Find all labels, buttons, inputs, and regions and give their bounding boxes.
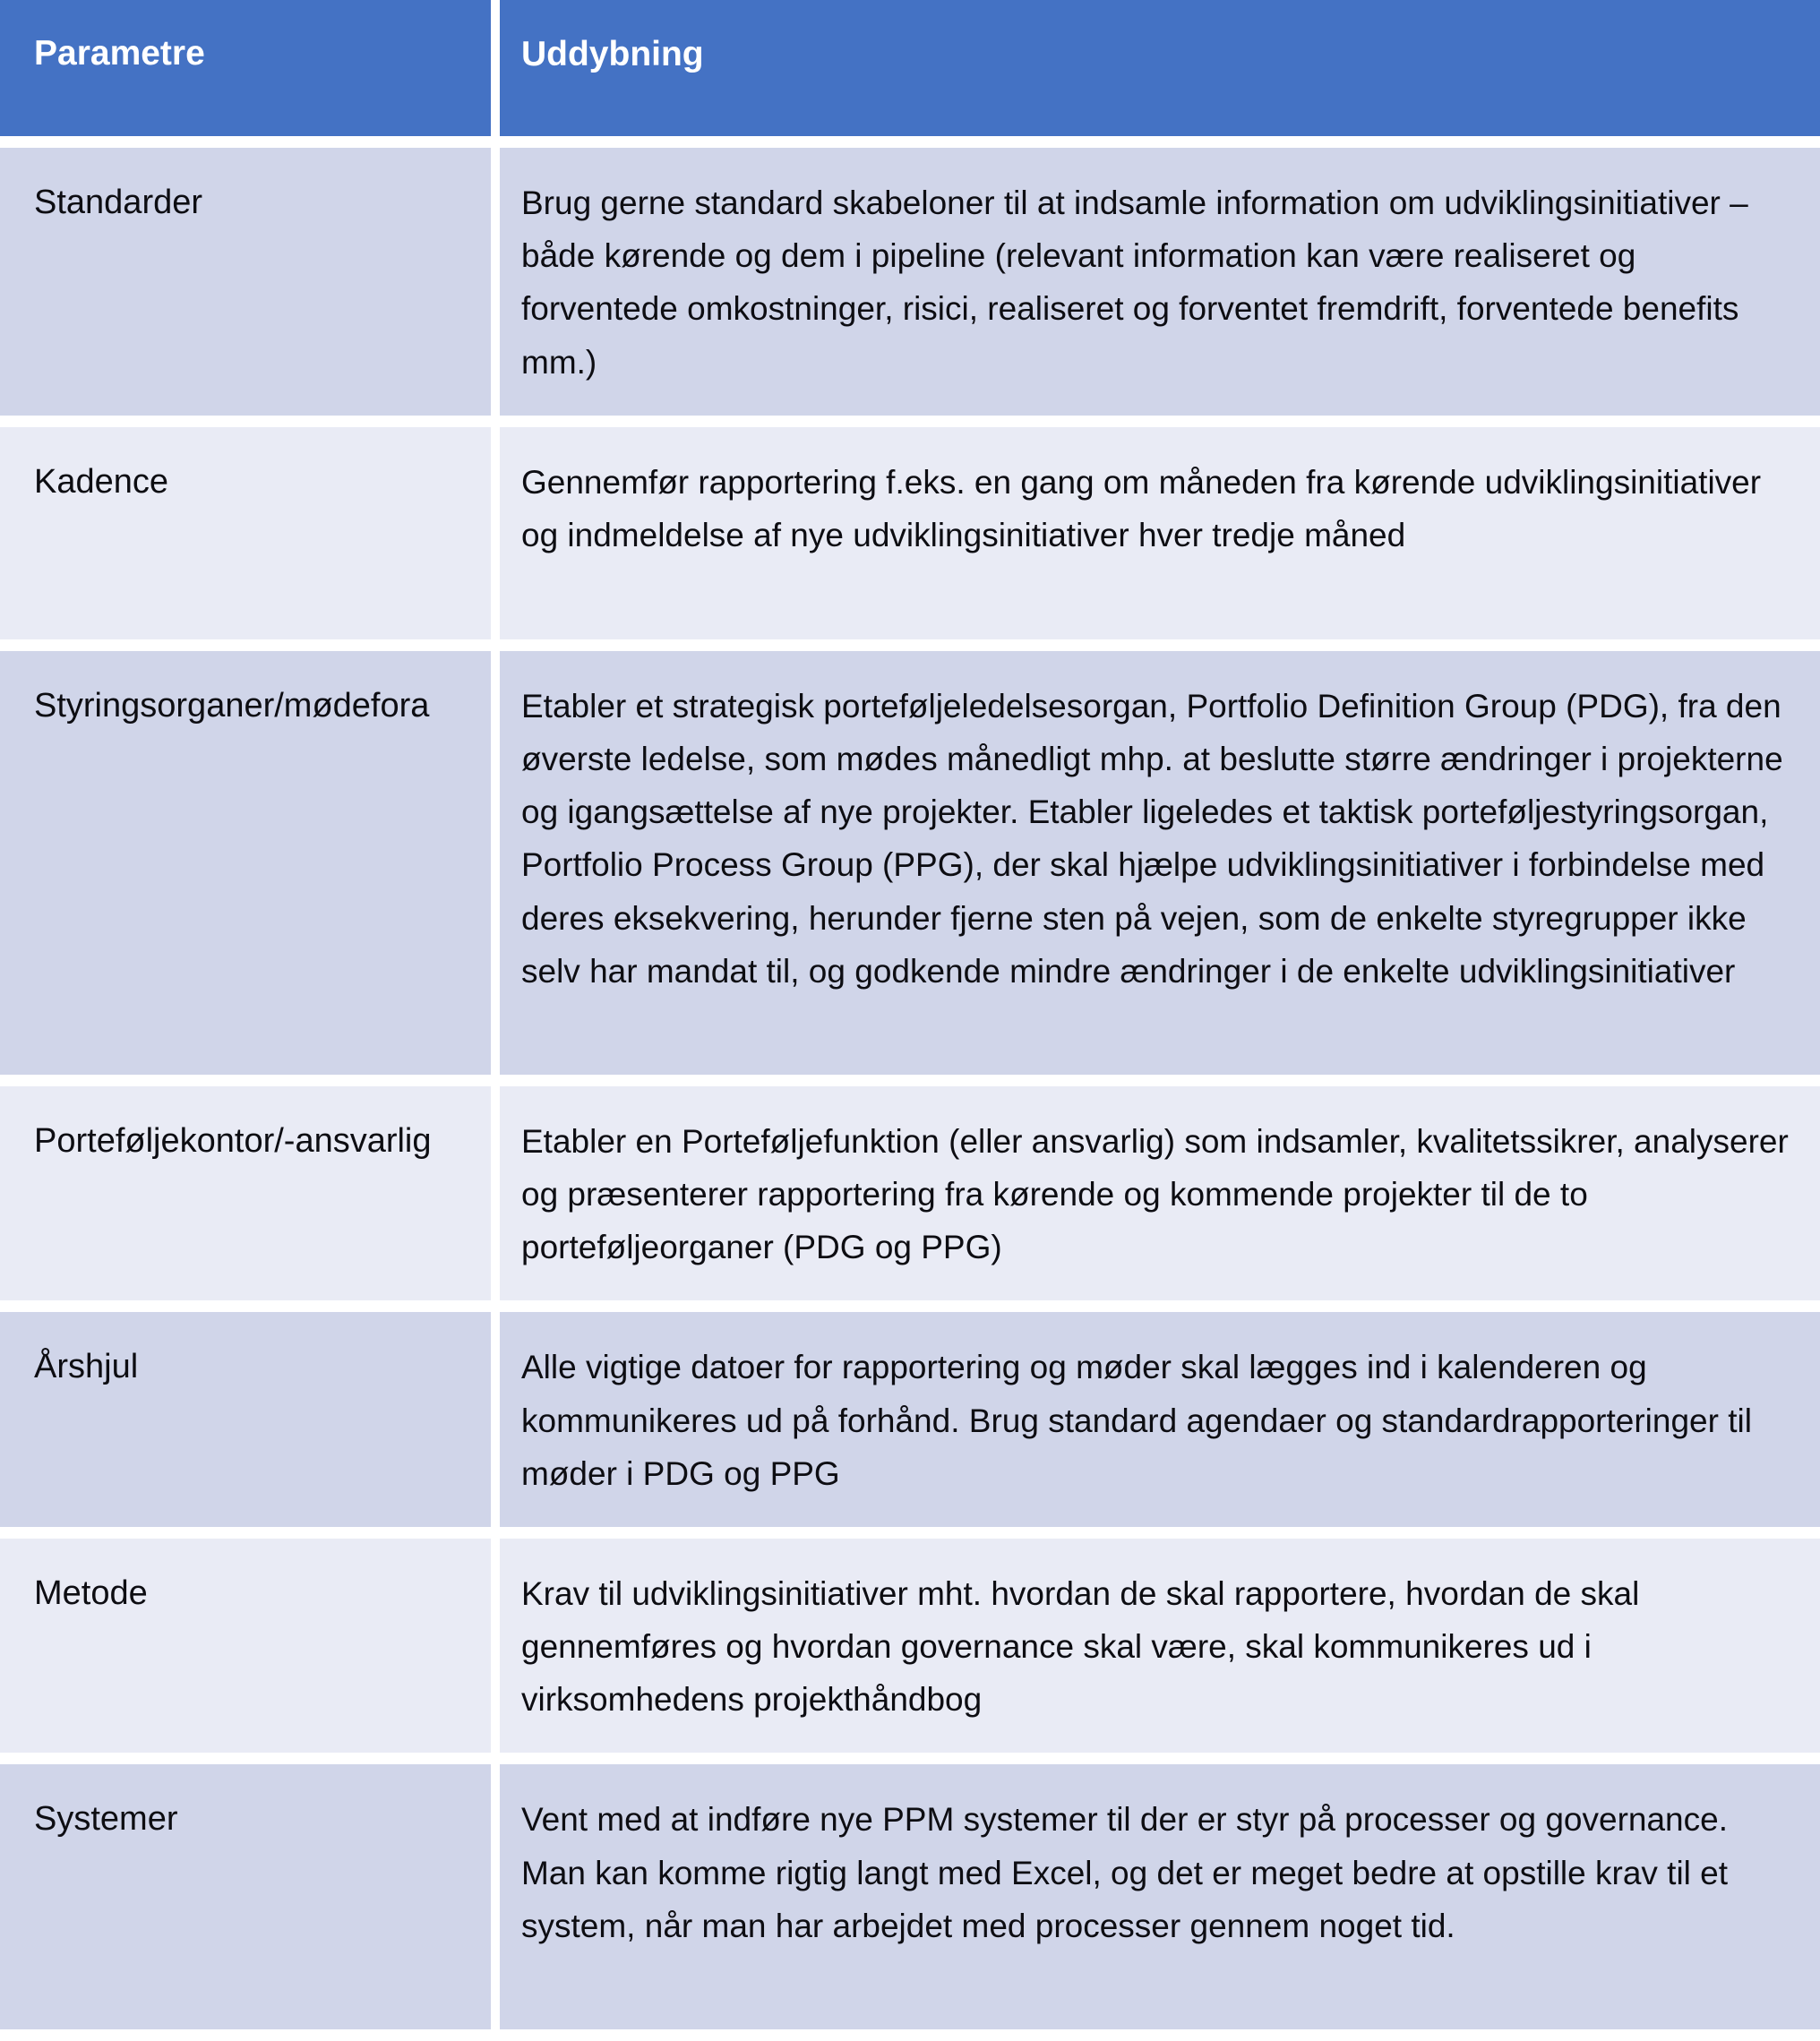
parameter-cell: Styringsorganer/mødefora — [0, 651, 491, 1075]
detail-cell: Brug gerne standard skabeloner til at indsamle information om udviklingsinitiativer – både kørende og dem i pipeline (relevant information kan være realiseret og forventede omkostninger, risici, realiseret og forventet fremdrift, forventede benefits mm.) — [500, 148, 1820, 416]
detail-cell: Gennemfør rapportering f.eks. en gang om måneden fra kørende udviklingsinitiativer og indmeldelse af nye udviklingsinitiativer hver tredje måned — [500, 427, 1820, 639]
table-row — [0, 427, 1820, 639]
parameter-cell: Årshjul — [0, 1312, 491, 1527]
table-row — [0, 1764, 1820, 2029]
parameter-cell: Kadence — [0, 427, 491, 639]
parameter-cell: Systemer — [0, 1764, 491, 2029]
column-header-parametre: Parametre — [0, 0, 491, 136]
detail-cell: Vent med at indføre nye PPM systemer til der er styr på processer og governance. Man kan komme rigtig langt med Excel, og det er meget bedre at opstille krav til et system, når man har arbejdet med processer gennem noget tid. — [500, 1764, 1820, 2029]
detail-cell: Krav til udviklingsinitiativer mht. hvordan de skal rapportere, hvordan de skal gennemføres og hvordan governance skal være, skal kommunikeres ud i virksomhedens projekthåndbog — [500, 1539, 1820, 1754]
parameter-cell: Metode — [0, 1539, 491, 1754]
parameter-cell: Porteføljekontor/-ansvarlig — [0, 1086, 491, 1301]
table-header-row — [0, 0, 1820, 136]
parameter-cell: Standarder — [0, 148, 491, 416]
column-header-uddybning: Uddybning — [500, 0, 1820, 136]
table-row — [0, 1539, 1820, 1754]
table-row — [0, 651, 1820, 1075]
detail-cell: Etabler en Porteføljefunktion (eller ansvarlig) som indsamler, kvalitetssikrer, analyserer og præsenterer rapportering fra kørende og kommende projekter til de to porteføljeorganer (PDG og PPG) — [500, 1086, 1820, 1301]
detail-cell: Etabler et strategisk porteføljeledelsesorgan, Portfolio Definition Group (PDG), fra den øverste ledelse, som mødes månedligt mhp. at beslutte større ændringer i projekterne og igangsættelse af nye projekter. Etabler ligeledes et taktisk porteføljestyringsorgan, Portfolio Process Group (PPG), der skal hjælpe udviklingsinitiativer i forbindelse med deres eksekvering, herunder fjerne sten på vejen, som de enkelte styregrupper ikke selv har mandat til, og godkende mindre ændringer i de enkelte udviklingsinitiativer — [500, 651, 1820, 1075]
table-row — [0, 1086, 1820, 1301]
table-row — [0, 1312, 1820, 1527]
table-row — [0, 148, 1820, 416]
detail-cell: Alle vigtige datoer for rapportering og møder skal lægges ind i kalenderen og kommunikeres ud på forhånd. Brug standard agendaer og standardrapporteringer til møder i PDG og PPG — [500, 1312, 1820, 1527]
